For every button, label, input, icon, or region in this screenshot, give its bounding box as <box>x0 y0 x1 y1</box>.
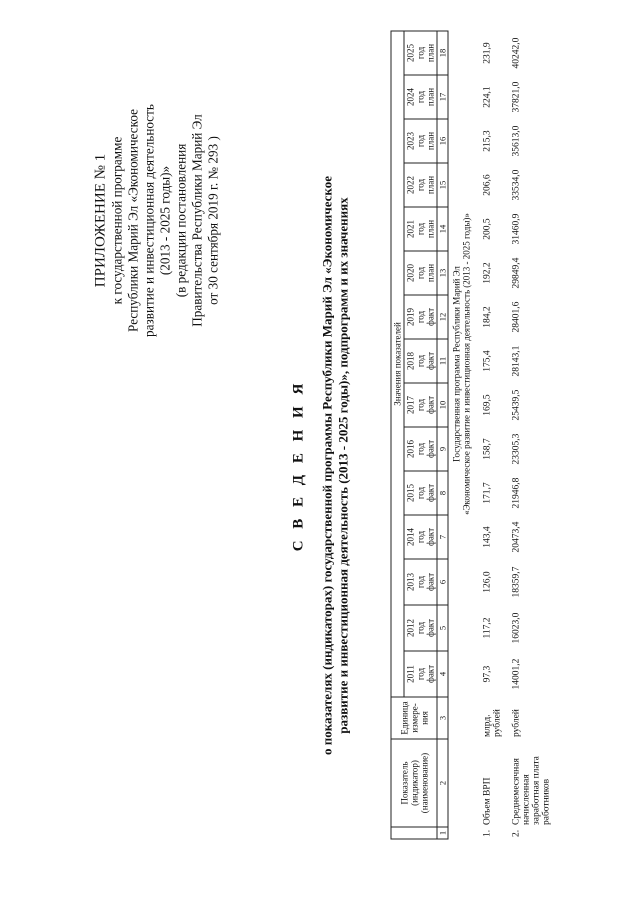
column-number-cell: 5 <box>437 605 448 651</box>
year-header-cell <box>404 383 437 427</box>
year-header-kind: факт <box>425 439 435 458</box>
year-header-cell <box>404 605 437 651</box>
column-number-cell: 2 <box>437 739 448 827</box>
year-header-kind: план <box>425 263 435 282</box>
appendix-block <box>92 95 221 345</box>
document-heading <box>290 145 351 785</box>
row-value-cell: 171,7 <box>482 481 492 504</box>
year-header-cell <box>404 651 437 697</box>
year-header-cell <box>404 75 437 119</box>
year-header-cell <box>404 515 437 559</box>
year-header-g: год <box>415 486 425 499</box>
year-header-cell <box>404 339 437 383</box>
section-row <box>448 30 475 838</box>
column-number-cell: 9 <box>437 427 448 471</box>
row-value-cell: 126,0 <box>482 570 492 593</box>
header-cell-values: Значения показателей <box>391 30 404 696</box>
year-header-g: год <box>415 134 425 147</box>
row-value-cell: 169,5 <box>482 393 492 416</box>
row-value-cell: 18359,7 <box>511 566 521 597</box>
row-value-cell: 33534,0 <box>511 169 521 200</box>
year-header-year: 2020 <box>405 263 415 282</box>
row-value-cell: 97,3 <box>482 665 492 682</box>
year-header-g: год <box>415 266 425 279</box>
row-value-cell: 37821,0 <box>511 81 521 112</box>
year-header-kind: факт <box>425 307 435 326</box>
year-header-kind: план <box>425 43 435 62</box>
year-header-kind: план <box>425 87 435 106</box>
year-header-g: год <box>415 442 425 455</box>
appendix-line: к государственной программе <box>109 136 124 304</box>
row-value-cell: 31460,9 <box>511 213 521 244</box>
column-number-cell: 14 <box>437 207 448 251</box>
year-header-g: год <box>415 621 425 634</box>
section-title-line: Государственная программа Республики Марий Эл <box>451 265 461 462</box>
row-value-cell: 184,2 <box>482 305 492 328</box>
year-header-year: 2013 <box>405 572 415 591</box>
appendix-line: (в редакции постановления <box>173 143 188 297</box>
row-value-cell: 35613,0 <box>511 125 521 156</box>
column-number-cell: 15 <box>437 163 448 207</box>
year-header-year: 2018 <box>405 351 415 370</box>
year-header-year: 2019 <box>405 307 415 326</box>
row-value-cell: 224,1 <box>482 85 492 108</box>
document-title: С В Е Д Е Н И Я <box>290 379 306 551</box>
column-number-cell: 16 <box>437 119 448 163</box>
row-value-cell: 23305,3 <box>511 433 521 464</box>
row-number: 1. <box>482 829 492 837</box>
year-header-kind: факт <box>425 483 435 502</box>
row-value-cell: 29849,4 <box>511 257 521 288</box>
row-unit: рублей <box>511 708 521 737</box>
header-cell-num <box>391 827 437 839</box>
appendix-line: развитие и инвестиционная деятельность <box>141 103 156 337</box>
appendix-line: от 30 сентября 2019 г. № 293 ) <box>205 135 220 305</box>
column-number-cell: 10 <box>437 383 448 427</box>
year-header-kind: факт <box>425 527 435 546</box>
column-number-cell: 13 <box>437 251 448 295</box>
table-row <box>503 30 552 838</box>
year-header-cell <box>404 559 437 605</box>
row-value-cell: 231,9 <box>482 41 492 64</box>
year-header-g: год <box>415 90 425 103</box>
row-indicator-name: Среднемесячная начисленная заработная плата работников <box>511 755 551 825</box>
row-value-cell: 25439,5 <box>511 389 521 420</box>
column-number-cell: 3 <box>437 697 448 739</box>
year-header-cell <box>404 251 437 295</box>
column-number-cell: 6 <box>437 559 448 605</box>
year-header-kind: план <box>425 131 435 150</box>
year-header-kind: факт <box>425 395 435 414</box>
year-header-g: год <box>415 310 425 323</box>
year-header-cell <box>404 30 437 74</box>
year-header-cell <box>404 163 437 207</box>
row-value-cell: 158,7 <box>482 437 492 460</box>
column-number-cell: 11 <box>437 339 448 383</box>
row-value-cell: 143,4 <box>482 525 492 548</box>
year-header-cell <box>404 119 437 163</box>
column-number-cell: 4 <box>437 651 448 697</box>
row-value-cell: 14001,2 <box>511 658 521 689</box>
document-subtitle-line: о показателях (индикаторах) государственной программы Республики Марий Эл «Экономическое <box>319 175 334 755</box>
appendix-line: Правительства Республики Марий Эл <box>189 113 204 327</box>
appendix-title: ПРИЛОЖЕНИЕ № 1 <box>92 153 108 287</box>
column-number-cell: 8 <box>437 471 448 515</box>
column-number-cell: 7 <box>437 515 448 559</box>
appendix-line: Республики Марий Эл «Экономическое <box>125 108 140 332</box>
year-header-year: 2021 <box>405 219 415 238</box>
row-value-cell: 20473,4 <box>511 521 521 552</box>
appendix-line: (2013 - 2025 годы)» <box>157 165 172 275</box>
indicators-table <box>390 30 552 839</box>
row-value-cell: 117,2 <box>482 616 492 639</box>
year-header-kind: план <box>425 175 435 194</box>
document-subtitle-line: развитие и инвестиционная деятельность (2013 - 2025 годы)», подпрограмм и их значениях <box>335 196 350 734</box>
row-value-cell: 215,3 <box>482 129 492 152</box>
table-row <box>474 30 503 838</box>
row-number: 2. <box>511 829 521 837</box>
year-header-year: 2016 <box>405 439 415 458</box>
year-header-year: 2022 <box>405 175 415 194</box>
year-header-g: год <box>415 46 425 59</box>
year-header-kind: факт <box>425 618 435 637</box>
year-header-year: 2014 <box>405 527 415 546</box>
row-unit: млрд. рублей <box>482 708 502 737</box>
year-header-kind: факт <box>425 351 435 370</box>
section-title-line: «Экономическое развитие и инвестиционная деятельность (2013 - 2025 годы)» <box>461 212 471 515</box>
column-number-cell: 12 <box>437 295 448 339</box>
header-cell-indicator: Показатель (индикатор) (наименование) <box>391 739 437 827</box>
column-number-row <box>437 30 448 838</box>
year-header-g: год <box>415 222 425 235</box>
year-header-year: 2015 <box>405 483 415 502</box>
year-header-cell <box>404 295 437 339</box>
year-header-cell <box>404 427 437 471</box>
row-value-cell: 206,6 <box>482 173 492 196</box>
year-header-year: 2024 <box>405 87 415 106</box>
year-header-g: год <box>415 530 425 543</box>
column-number-cell: 17 <box>437 75 448 119</box>
row-value-cell: 28401,6 <box>511 301 521 332</box>
row-value-cell: 40242,0 <box>511 37 521 68</box>
year-header-cell <box>404 471 437 515</box>
year-header-year: 2023 <box>405 131 415 150</box>
year-header-kind: факт <box>425 664 435 683</box>
row-value-cell: 175,4 <box>482 349 492 372</box>
column-number-cell: 1 <box>437 827 448 839</box>
year-header-g: год <box>415 575 425 588</box>
row-value-cell: 200,5 <box>482 217 492 240</box>
column-number-cell: 18 <box>437 30 448 74</box>
row-value-cell: 192,2 <box>482 261 492 284</box>
row-value-cell: 16023,0 <box>511 612 521 643</box>
year-header-year: 2025 <box>405 43 415 62</box>
row-value-cell: 28143,1 <box>511 345 521 376</box>
year-header-g: год <box>415 178 425 191</box>
row-value-cell: 21946,8 <box>511 477 521 508</box>
year-header-year: 2011 <box>405 664 415 683</box>
year-header-g: год <box>415 354 425 367</box>
year-header-g: год <box>415 398 425 411</box>
year-header-kind: план <box>425 219 435 238</box>
year-header-g: год <box>415 667 425 680</box>
year-header-year: 2012 <box>405 618 415 637</box>
year-header-year: 2017 <box>405 395 415 414</box>
year-header-kind: факт <box>425 572 435 591</box>
year-header-cell <box>404 207 437 251</box>
header-cell-unit: Единица измере-ния <box>391 697 437 739</box>
row-indicator-name: Объем ВРП <box>482 777 492 825</box>
